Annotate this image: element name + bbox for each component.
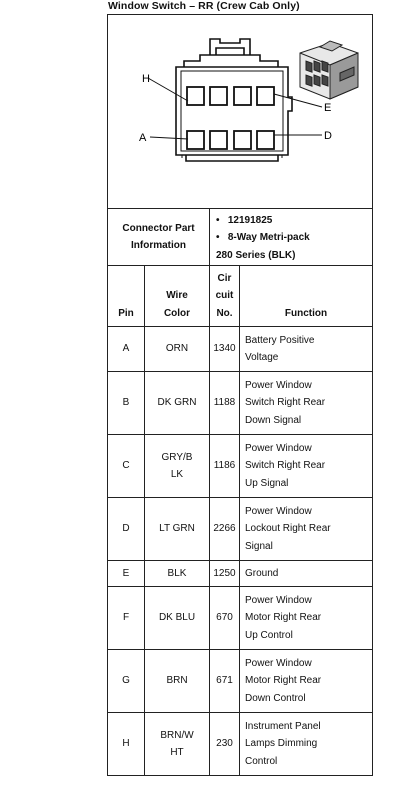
wire-color-cell: ORN [145,327,210,372]
pin-label-d: D [324,130,332,142]
function-cell: Ground [240,561,373,587]
table-row [108,713,373,776]
wire-color-cell: BRN [145,650,210,713]
table-row [108,435,373,498]
header-wire-color: Wire Color [145,266,210,327]
function-cell: Power Window Motor Right Rear Up Control [240,587,373,650]
connector-face-diagram [108,15,372,208]
circuit-cell: 2266 [210,498,240,561]
connector-diagram-cell [108,15,373,209]
connector-table [107,14,373,776]
header-pin: Pin [108,266,145,327]
table-row [108,561,373,587]
circuit-cell: 1250 [210,561,240,587]
connector-thumbnail [300,41,358,99]
table-row [108,327,373,372]
part-number: 12191825 [227,214,273,226]
circuit-cell: 1188 [210,372,240,435]
header-circuit: Cir cuit No. [210,266,240,327]
header-row [108,266,373,327]
function-cell: Instrument Panel Lamps Dimming Control [240,713,373,776]
series-line: 280 Series (BLK) [216,249,296,261]
pin-label-e: E [324,102,332,114]
circuit-cell: 1340 [210,327,240,372]
function-cell: Battery Positive Voltage [240,327,373,372]
table-row [108,498,373,561]
connector-info-value [210,209,373,266]
wire-color-cell: DK BLU [145,587,210,650]
circuit-cell: 230 [210,713,240,776]
pin-cell: G [108,650,145,713]
part-number-line: • 12191825 [216,214,273,226]
pin-cell: C [108,435,145,498]
pin-label-h: H [142,73,150,85]
pin-cell: H [108,713,145,776]
function-cell: Power Window Motor Right Rear Down Control [240,650,373,713]
cavities-top-row [187,87,274,105]
pin-cell: F [108,587,145,650]
table-row [108,372,373,435]
function-cell: Power Window Switch Right Rear Down Signal [240,372,373,435]
description-line: • 8-Way Metri-pack [216,232,310,244]
pin-cell: B [108,372,145,435]
pin-label-a: A [139,132,147,144]
wire-color-cell: DK GRN [145,372,210,435]
diagram-row [108,15,373,209]
circuit-cell: 671 [210,650,240,713]
cavities-bottom-row [187,131,274,149]
pin-cell: E [108,561,145,587]
header-function: Function [240,266,373,327]
circuit-cell: 1186 [210,435,240,498]
wire-color-cell: GRY/B LK [145,435,210,498]
circuit-cell: 670 [210,587,240,650]
pin-cell: A [108,327,145,372]
connector-info-label: Connector Part Information [108,209,210,266]
function-cell: Power Window Switch Right Rear Up Signal [240,435,373,498]
wire-color-cell: BLK [145,561,210,587]
pin-cell: D [108,498,145,561]
wire-color-cell: BRN/W HT [145,713,210,776]
wire-color-cell: LT GRN [145,498,210,561]
table-row [108,650,373,713]
connector-info-row [108,209,373,266]
table-row [108,587,373,650]
page-title: Window Switch – RR (Crew Cab Only) [108,0,300,12]
function-cell: Power Window Lockout Right Rear Signal [240,498,373,561]
